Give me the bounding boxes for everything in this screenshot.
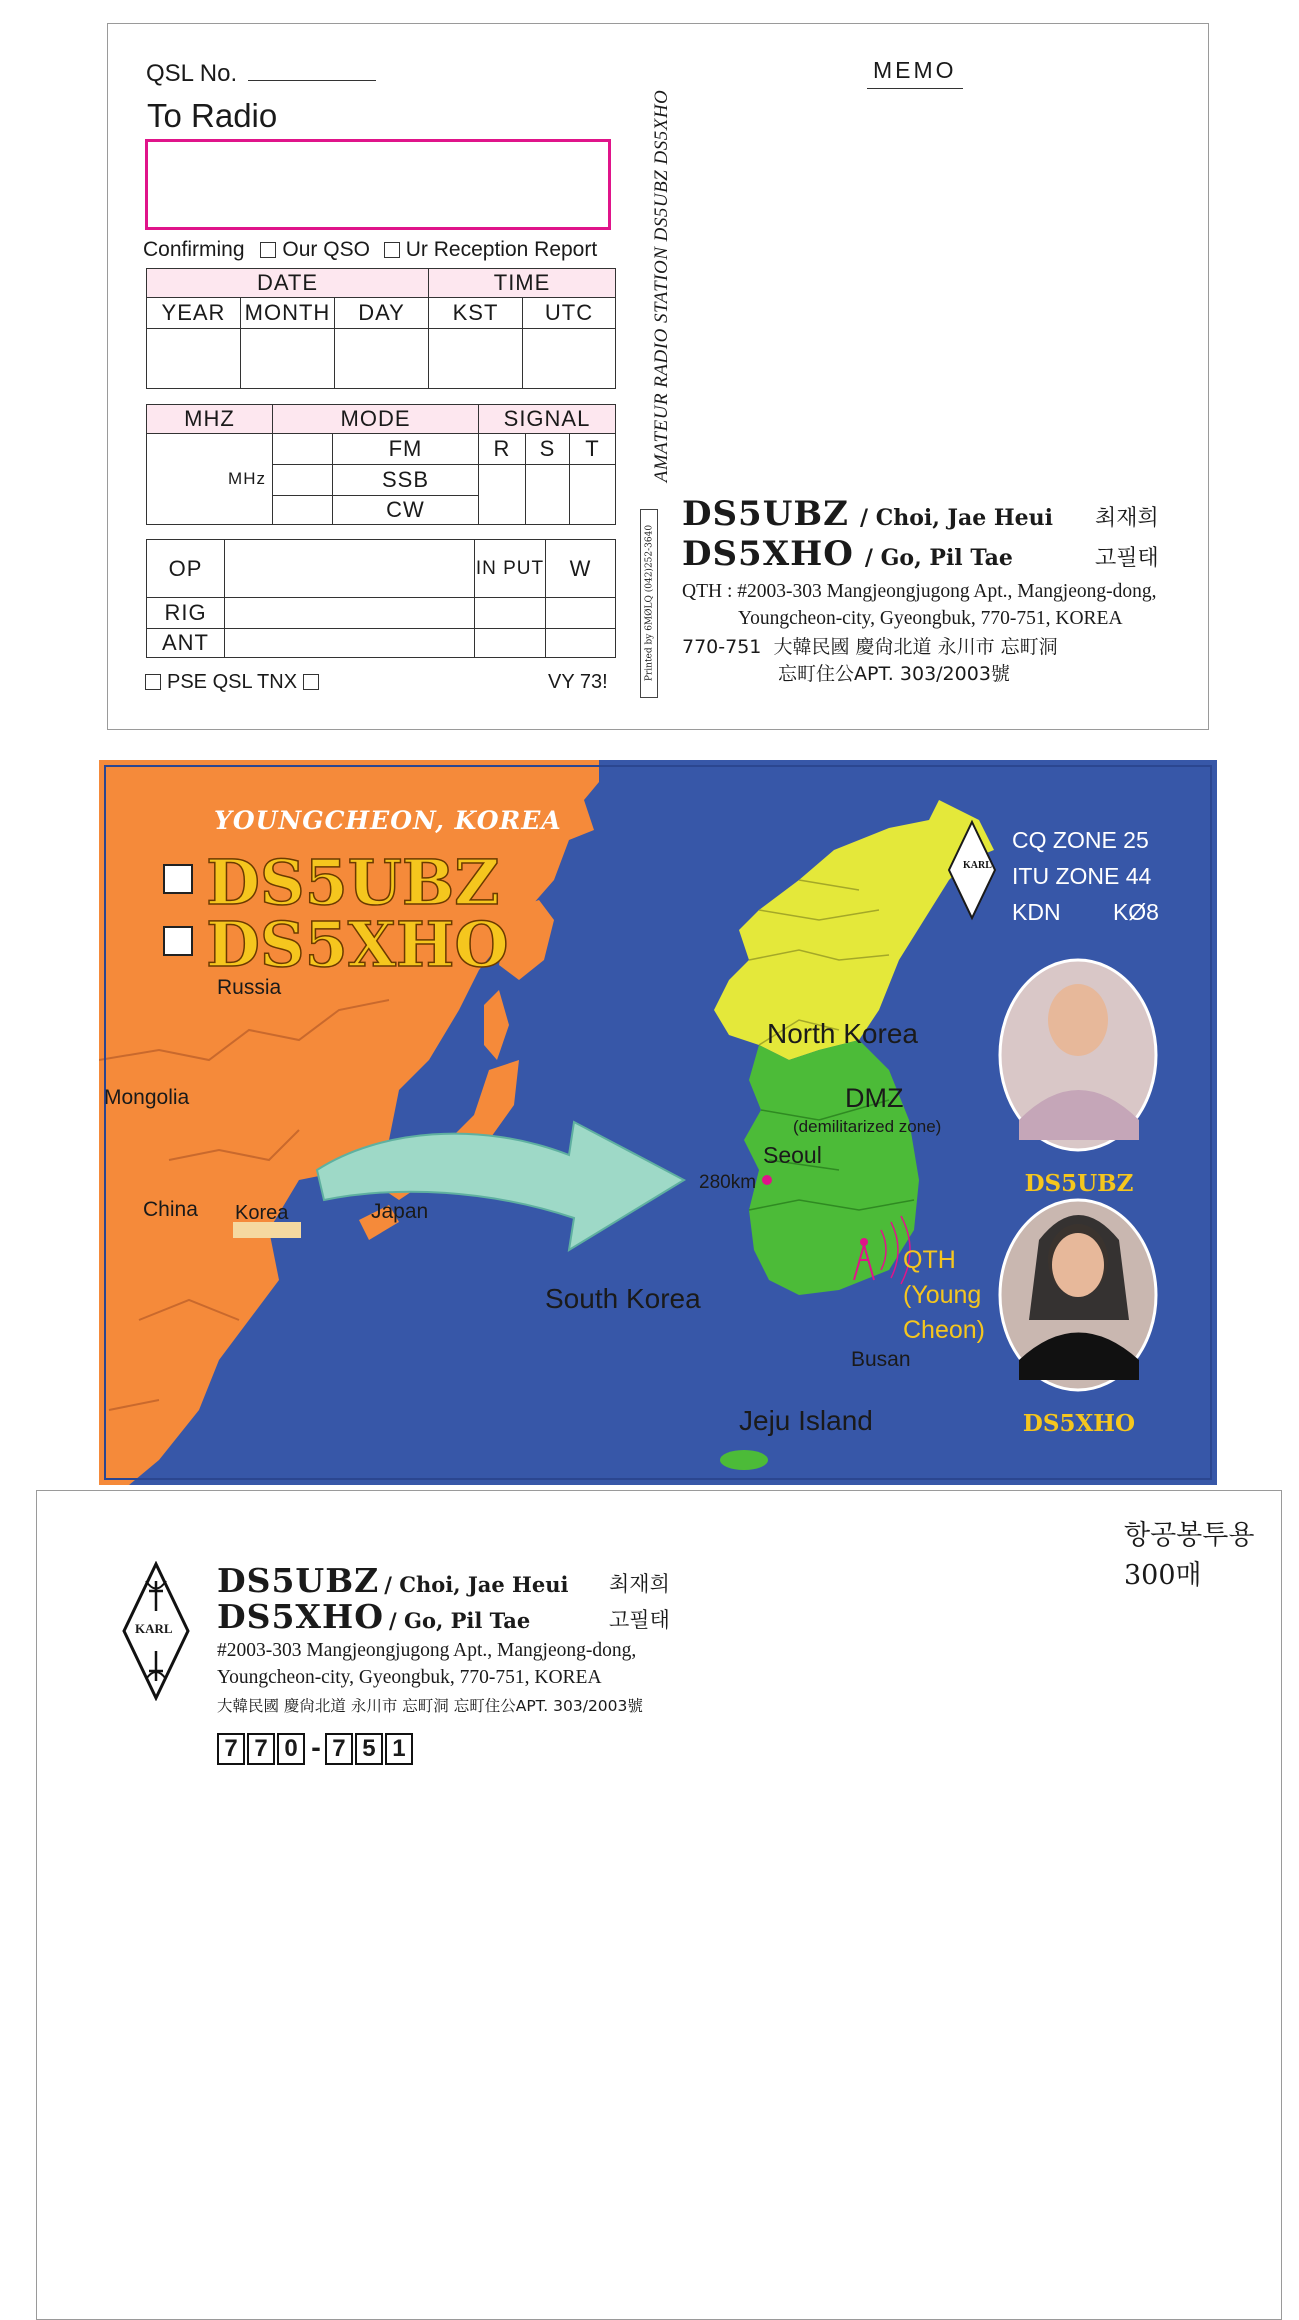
zip-digit: 1 <box>385 1733 413 1765</box>
env-hanja-address: 大韓民國 慶尙北道 永川市 忘町洞 忘町住公APT. 303/2003號 <box>217 1697 643 1715</box>
station2-korean: 고필태 <box>1095 546 1159 571</box>
zip-digit: 5 <box>355 1733 383 1765</box>
day-cell[interactable] <box>335 329 429 389</box>
rig-input-cell[interactable] <box>475 598 546 629</box>
qth-address: QTH : #2003-303 Mangjeongjugong Apt., Mangjeong-dong, Youngcheon-city, Gyeongbuk, 770-751, KOREA <box>682 581 1157 629</box>
station-block <box>682 494 1202 688</box>
kdn-zone: KDN KØ8 <box>1012 899 1159 925</box>
ant-w-cell[interactable] <box>546 629 616 658</box>
qsl-card-back <box>107 23 1209 730</box>
qsl-card-front <box>99 760 1217 1485</box>
label-korea: Korea <box>235 1202 289 1224</box>
ant-label: ANT <box>147 629 225 658</box>
confirm-our-qso[interactable]: Our QSO <box>260 238 370 261</box>
front-callsign-1: DS5UBZ <box>163 846 500 919</box>
front-karl-logo: KARL <box>963 860 992 871</box>
year-header: YEAR <box>147 298 241 329</box>
date-time-table <box>146 268 616 389</box>
mode-ssb: SSB <box>333 465 479 496</box>
rig-cell[interactable] <box>225 598 475 629</box>
envelope <box>36 1490 1282 2320</box>
label-china: China <box>143 1198 198 1221</box>
mode-check-ssb[interactable] <box>273 465 333 496</box>
zip-digit: 7 <box>247 1733 275 1765</box>
w-label: W <box>546 540 616 598</box>
printed-by-box: Printed by 6MØLQ (042)252-3640 <box>640 509 658 698</box>
front-checkbox-1[interactable] <box>163 864 193 894</box>
mhz-cell[interactable] <box>147 434 273 525</box>
rig-label: RIG <box>147 598 225 629</box>
label-south-korea: South Korea <box>545 1283 701 1314</box>
label-seoul: Seoul <box>763 1142 822 1168</box>
env-station2-name: / Go, Pil Tae <box>389 1608 531 1633</box>
signal-r-cell[interactable] <box>479 465 526 525</box>
kst-header: KST <box>429 298 523 329</box>
itu-zone: ITU ZONE 44 <box>1012 863 1152 889</box>
zip-digit: 0 <box>277 1733 305 1765</box>
op-cell[interactable] <box>225 540 475 598</box>
env-station1-name: / Choi, Jae Heui <box>384 1572 569 1597</box>
ant-cell[interactable] <box>225 629 475 658</box>
month-header: MONTH <box>241 298 335 329</box>
zip-digit: 7 <box>217 1733 245 1765</box>
pse-qsl-line: PSE QSL TNX <box>145 671 325 694</box>
day-header: DAY <box>335 298 429 329</box>
mode-check-cw[interactable] <box>273 496 333 525</box>
karl-logo-text: KARL <box>135 1621 173 1636</box>
signal-header: SIGNAL <box>479 405 616 434</box>
photo-caption-ubz: DS5UBZ <box>1024 1170 1134 1197</box>
signal-t-header: T <box>570 434 616 465</box>
env-station1-call: DS5UBZ <box>217 1561 380 1600</box>
label-distance: 280km <box>699 1172 757 1193</box>
mode-check-fm[interactable] <box>273 434 333 465</box>
zip-digit: 7 <box>325 1733 353 1765</box>
mhz-header: MHZ <box>147 405 273 434</box>
label-north-korea: North Korea <box>767 1018 918 1049</box>
label-russia: Russia <box>217 976 282 999</box>
env-station2-call: DS5XHO <box>217 1597 384 1636</box>
station1-name: / Choi, Jae Heui <box>860 505 1054 531</box>
ant-input-cell[interactable] <box>475 629 546 658</box>
env-station1-korean: 최재희 <box>609 1572 670 1596</box>
zip-dash: - <box>311 1734 321 1762</box>
zone-info <box>1012 822 1159 930</box>
mhz-unit: MHz <box>228 469 266 488</box>
label-busan: Busan <box>851 1348 911 1371</box>
kst-cell[interactable] <box>429 329 523 389</box>
airmail-label: 항공봉투용 <box>1124 1520 1255 1551</box>
to-radio-label: To Radio <box>147 97 278 134</box>
time-header: TIME <box>429 269 616 298</box>
mode-fm: FM <box>333 434 479 465</box>
year-cell[interactable] <box>147 329 241 389</box>
month-cell[interactable] <box>241 329 335 389</box>
rig-w-cell[interactable] <box>546 598 616 629</box>
utc-header: UTC <box>523 298 616 329</box>
front-callsign-2: DS5XHO <box>163 908 508 981</box>
station1-call: DS5UBZ <box>682 494 849 534</box>
confirming-line: Confirming Our QSO Ur Reception Report <box>143 238 598 261</box>
front-checkbox-2[interactable] <box>163 926 193 956</box>
qth-hanja: 770-751 大韓民國 慶尙北道 永川市 忘町洞 忘町住公APT. 303/2003號 <box>682 636 1058 685</box>
memo-label: MEMO <box>867 57 963 89</box>
signal-t-cell[interactable] <box>570 465 616 525</box>
label-dmz: DMZ <box>845 1083 904 1113</box>
mode-header: MODE <box>273 405 479 434</box>
photo-caption-xho: DS5XHO <box>1022 1410 1136 1437</box>
cq-zone: CQ ZONE 25 <box>1012 827 1149 853</box>
input-label: IN PUT <box>475 540 546 598</box>
label-jeju: Jeju Island <box>739 1405 873 1436</box>
quantity-label: 300매 <box>1124 1560 1202 1591</box>
label-mongolia: Mongolia <box>104 1086 190 1109</box>
location-title: YOUNGCHEON, KOREA <box>214 806 562 835</box>
vertical-station-text: AMATEUR RADIO STATION DS5UBZ DS5XHO <box>651 89 672 483</box>
envelope-return-address <box>217 1561 777 1765</box>
station1-korean: 최재희 <box>1095 506 1159 531</box>
op-table <box>146 539 616 658</box>
qsl-no-label: QSL No. <box>146 60 376 88</box>
env-address-lines: #2003-303 Mangjeongjugong Apt., Mangjeong-dong, Youngcheon-city, Gyeongbuk, 770-751, KOREA <box>217 1640 637 1688</box>
signal-s-cell[interactable] <box>526 465 570 525</box>
signal-s-header: S <box>526 434 570 465</box>
op-label: OP <box>147 540 225 598</box>
confirm-reception-report[interactable]: Ur Reception Report <box>384 238 597 261</box>
to-radio-box[interactable] <box>145 139 611 230</box>
label-qth: QTH (Young Cheon) <box>903 1246 985 1344</box>
airmail-note <box>1124 1516 1254 1596</box>
station2-call: DS5XHO <box>682 534 854 574</box>
label-dmz-sub: (demilitarized zone) <box>793 1117 942 1136</box>
mode-cw: CW <box>333 496 479 525</box>
signal-r-header: R <box>479 434 526 465</box>
date-header: DATE <box>147 269 429 298</box>
utc-cell[interactable] <box>523 329 616 389</box>
mode-table <box>146 404 616 525</box>
zip-code-boxes <box>217 1733 777 1765</box>
vy73-label: VY 73! <box>548 671 608 693</box>
station2-name: / Go, Pil Tae <box>864 545 1013 571</box>
label-japan: Japan <box>371 1200 429 1223</box>
env-station2-korean: 고필태 <box>609 1608 670 1632</box>
